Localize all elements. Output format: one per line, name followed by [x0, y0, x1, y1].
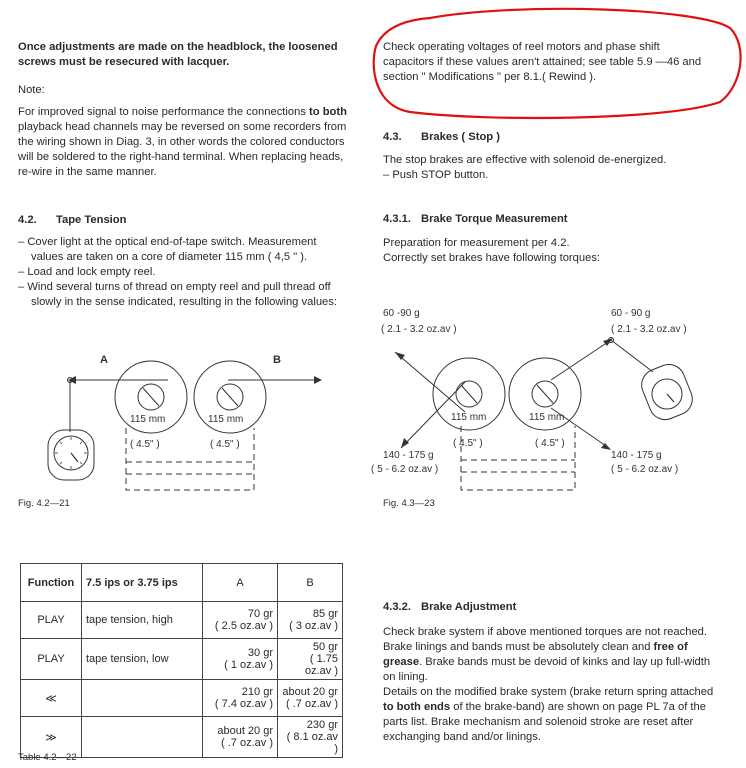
- table-cell-desc: [82, 680, 203, 717]
- section-4-3-heading: [383, 131, 500, 143]
- label-a: A: [100, 354, 108, 366]
- table-row: [21, 602, 343, 639]
- brake-text-bold: to both ends: [383, 701, 451, 713]
- callout-paragraph: Check operating voltages of reel motors and phase shift capacitors if these values aren't attained; see table 5.9 —46 and section " Modifications " per 8.1.( Rewind ).: [383, 41, 702, 83]
- reel-left-diameter: 115 mm: [451, 412, 487, 423]
- top-right-torque-oz: ( 2.1 - 3.2 oz.av ): [611, 324, 687, 335]
- table-cell-b: 230 gr ( 8.1 oz.av ): [278, 717, 343, 758]
- top-left-torque: 60 -90 g: [383, 308, 420, 319]
- table-header-cell: Function: [21, 564, 82, 602]
- note-text-bold: to both: [309, 106, 347, 118]
- bottom-left-torque-oz: ( 5 - 6.2 oz.av ): [371, 464, 439, 475]
- table-cell-function: PLAY: [21, 639, 82, 680]
- table-header-cell: B: [278, 564, 343, 602]
- preparation-text: Preparation for measurement per 4.2.: [383, 237, 570, 249]
- table-header-row: [21, 564, 343, 602]
- figure-caption: Fig. 4.2—21: [18, 498, 70, 509]
- bottom-right-torque: 140 - 175 g: [611, 450, 662, 461]
- brake-text-bold: free of grease: [383, 641, 688, 668]
- table-cell-a: 210 gr ( 7.4 oz.av ): [203, 680, 278, 717]
- headblock-paragraph: Once adjustments are made on the headblock, the loosened screws must be resecured with lacquer.: [18, 41, 338, 68]
- list-item: – Push STOP button.: [383, 168, 488, 183]
- table-row: [21, 680, 343, 717]
- tape-tension-table: [20, 563, 343, 758]
- tape-tension-diagram: [18, 350, 358, 495]
- bottom-left-torque: 140 - 175 g: [383, 450, 434, 461]
- table-header-cell: A: [203, 564, 278, 602]
- table-header-cell: 7.5 ips or 3.75 ips: [82, 564, 203, 602]
- note-paragraph: [18, 105, 348, 180]
- top-left-torque-oz: ( 2.1 - 3.2 oz.av ): [381, 324, 457, 335]
- section-number: 4.3.2.: [383, 601, 411, 613]
- section-title: Brake Torque Measurement: [421, 213, 568, 225]
- note-label: Note:: [18, 84, 45, 96]
- brake-adjust-paragraph-2: [383, 685, 718, 745]
- list-item: – Load and lock empty reel.: [18, 265, 348, 280]
- note-text-c: playback head channels may be reversed on some recorders from the wiring shown in Diag. 3, in other words the colored conductors will be soldered to the right-hand terminal. When replacing heads, re-wire in the same manner.: [18, 121, 347, 178]
- reel-left-diameter: 115 mm: [130, 414, 166, 425]
- top-right-torque: 60 - 90 g: [611, 308, 651, 319]
- reel-right-inches: ( 4.5" ): [535, 438, 565, 449]
- table-cell-a: 70 gr ( 2.5 oz.av ): [203, 602, 278, 639]
- reel-right-diameter: 115 mm: [529, 412, 565, 423]
- arrow-bottom-left-icon: [401, 438, 409, 448]
- torque-intro-text: Correctly set brakes have following torques:: [383, 252, 601, 264]
- bottom-right-torque-oz: ( 5 - 6.2 oz.av ): [611, 464, 679, 475]
- section-title: Brake Adjustment: [421, 601, 517, 613]
- table-cell-a: about 20 gr ( .7 oz.av ): [203, 717, 278, 758]
- tape-tension-steps: [18, 235, 348, 310]
- table-cell-desc: tape tension, low: [82, 639, 203, 680]
- section-4-3-1-heading: [383, 213, 568, 225]
- table-cell-desc: tape tension, high: [82, 602, 203, 639]
- stop-brake-text: The stop brakes are effective with solenoid de-energized.: [383, 154, 667, 166]
- table-caption: Table 4.2—22: [18, 752, 77, 763]
- spring-scale-icon: [637, 360, 697, 425]
- reel-right-inches: ( 4.5" ): [210, 439, 240, 450]
- brake-torque-diagram: [365, 300, 735, 495]
- stop-brake-steps: [383, 168, 488, 183]
- list-item: – Cover light at the optical end-of-tape switch. Measurement values are taken on a core of diameter 115 mm ( 4,5 " ).: [18, 235, 348, 265]
- arrow-b-icon: [314, 376, 322, 384]
- table-cell-function: ≫: [21, 717, 82, 758]
- section-title: Tape Tension: [56, 214, 127, 226]
- note-text-a: For improved signal to noise performance the connections: [18, 106, 310, 118]
- brake-text: . Brake bands must be devoid of kinks and lay up full-width on lining.: [383, 656, 711, 683]
- label-b: B: [273, 354, 281, 366]
- table-cell-desc: [82, 717, 203, 758]
- list-item: – Wind several turns of thread on empty reel and pull thread off slowly in the sense indicated, resulting in the following values:: [18, 280, 348, 310]
- brake-text: of the brake-band) are shown on page PL 7a of the parts list. Brake mechanism and solenoid stroke are reset after exchanging band and/or linings.: [383, 701, 706, 743]
- reel-right-diameter: 115 mm: [208, 414, 244, 425]
- table-cell-b: 50 gr ( 1.75 oz.av ): [278, 639, 343, 680]
- reel-left-inches: ( 4.5" ): [130, 439, 160, 450]
- reel-left-inches: ( 4.5" ): [453, 438, 483, 449]
- section-number: 4.3.: [383, 131, 402, 143]
- figure-caption: Fig. 4.3—23: [383, 498, 435, 509]
- section-4-3-2-heading: [383, 601, 516, 613]
- brake-text: Details on the modified brake system (brake return spring attached: [383, 686, 714, 698]
- section-4-2-heading: [18, 214, 126, 226]
- section-number: 4.2.: [18, 214, 37, 226]
- table-cell-a: 30 gr ( 1 oz.av ): [203, 639, 278, 680]
- table-cell-function: PLAY: [21, 602, 82, 639]
- brake-adjust-paragraph-1: [383, 625, 718, 685]
- table-cell-b: about 20 gr ( .7 oz.av ): [278, 680, 343, 717]
- table-cell-function: ≪: [21, 680, 82, 717]
- brake-text: Check brake system if above mentioned torques are not reached. Brake linings and bands must be absolutely clean and: [383, 626, 707, 653]
- table-row: [21, 639, 343, 680]
- section-number: 4.3.1.: [383, 213, 411, 225]
- section-title: Brakes ( Stop ): [421, 131, 500, 143]
- table-cell-b: 85 gr ( 3 oz.av ): [278, 602, 343, 639]
